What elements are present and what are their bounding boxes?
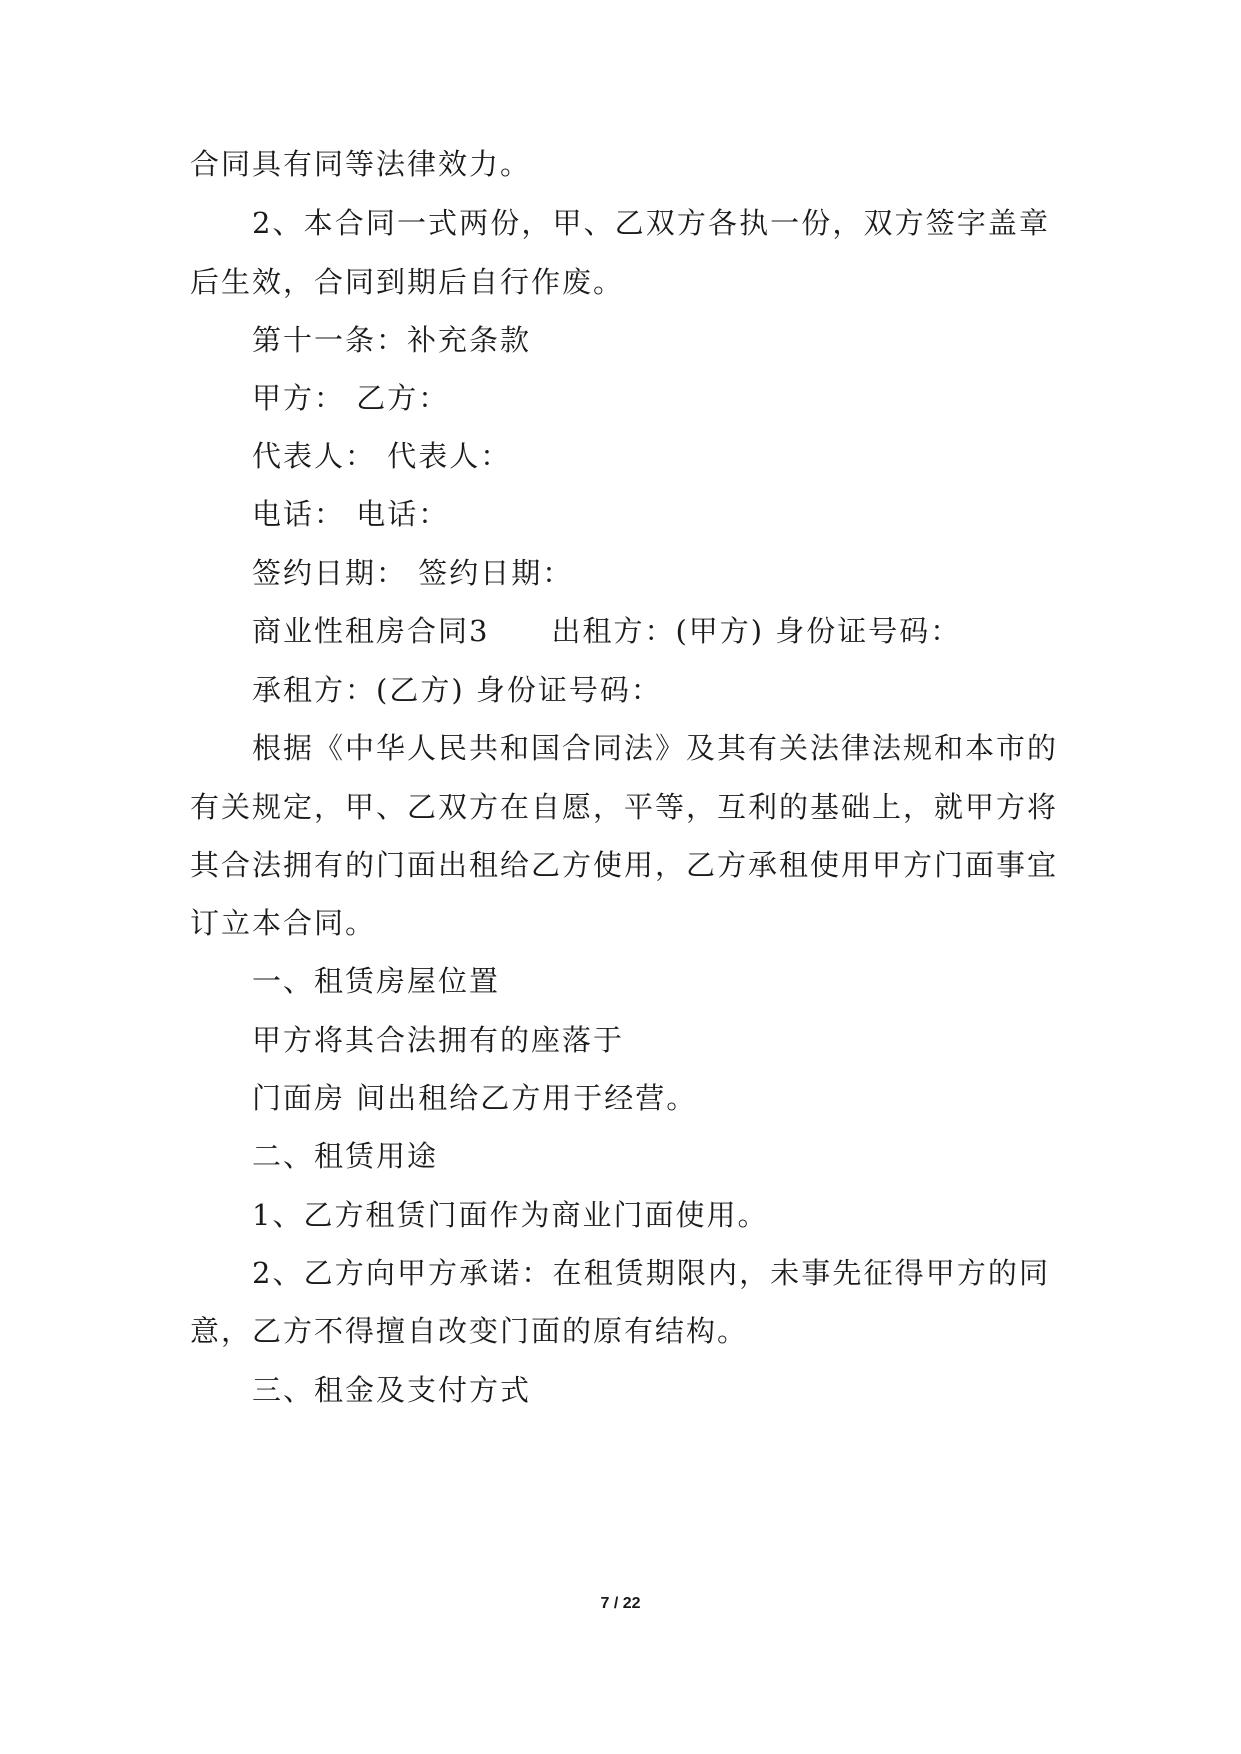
text-line: 甲方将其合法拥有的座落于	[252, 1023, 625, 1057]
section-heading: 一、租赁房屋位置	[252, 964, 501, 998]
text-line: 意，乙方不得擅自改变门面的原有结构。	[190, 1314, 749, 1348]
text-line: 其合法拥有的门面出租给乙方使用，乙方承租使用甲方门面事宜	[190, 848, 1059, 882]
page-number: 7 / 22	[600, 1595, 641, 1612]
section-heading: 第十一条：补充条款	[252, 323, 532, 357]
lessor-label: 出租方：(甲方) 身份证号码：	[551, 614, 962, 648]
text-line: 根据《中华人民共和国合同法》及其有关法律法规和本市的	[252, 731, 1059, 765]
signature-line: 签约日期： 签约日期：	[252, 556, 574, 590]
text-line: 门面房 间出租给乙方用于经营。	[252, 1081, 698, 1115]
contract-title-line	[252, 611, 961, 651]
text-line: 2、本合同一式两份，甲、乙双方各执一份，双方签字盖章	[252, 206, 1050, 240]
text-line: 合同具有同等法律效力。	[190, 147, 532, 181]
text-line: 1、乙方租赁门面作为商业门面使用。	[252, 1198, 769, 1232]
lessee-label: 承租方：(乙方) 身份证号码：	[252, 673, 662, 707]
signature-line: 甲方： 乙方：	[252, 381, 450, 415]
section-heading: 三、租金及支付方式	[252, 1373, 532, 1407]
section-heading: 二、租赁用途	[252, 1139, 439, 1173]
signature-line: 电话： 电话：	[252, 497, 450, 531]
text-line: 2、乙方向甲方承诺：在租赁期限内，未事先征得甲方的同	[252, 1256, 1050, 1290]
contract-title: 商业性租房合同3	[252, 614, 490, 648]
text-line: 订立本合同。	[190, 906, 377, 940]
text-line: 有关规定，甲、乙双方在自愿，平等，互利的基础上，就甲方将	[190, 790, 1059, 824]
signature-line: 代表人： 代表人：	[252, 439, 512, 473]
text-line: 后生效，合同到期后自行作废。	[190, 265, 625, 299]
